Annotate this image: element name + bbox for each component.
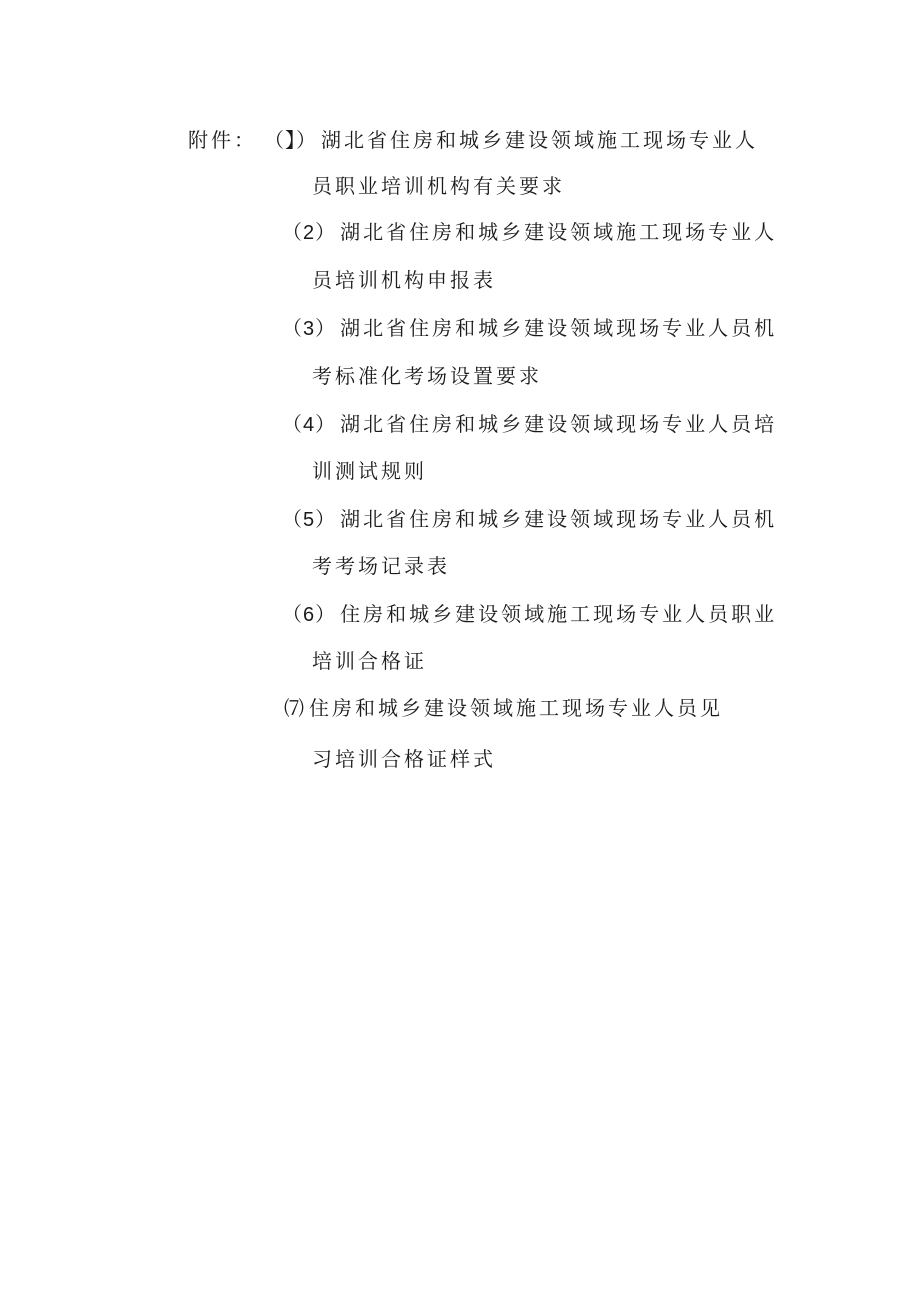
list-item-7-line1 — [284, 692, 723, 725]
list-item-7-text: 住房和城乡建设领域施工现场专业人员见 — [309, 696, 723, 720]
list-item-4-line2: 训测试规则 — [312, 459, 427, 483]
list-item-4-line1 — [282, 408, 777, 441]
list-item-1-text: 湖北省住房和城乡建设领域施工现场专业人 — [321, 128, 758, 152]
list-item-2-line2: 员培训机构申报表 — [312, 268, 496, 292]
list-item-3-line2: 考标准化考场设置要求 — [312, 364, 542, 388]
list-item-6-text: 住房和城乡建设领域施工现场专业人员职业 — [340, 602, 778, 626]
list-item-6-line1 — [282, 598, 777, 631]
list-item-1-number: （】） — [264, 130, 317, 152]
list-item-4-text: 湖北省住房和城乡建设领域现场专业人员培 — [340, 412, 778, 436]
list-item-5-line1 — [282, 503, 777, 536]
list-item-2-line1 — [282, 216, 777, 249]
list-item-3-number: （3） — [282, 318, 337, 340]
list-item-3-line1 — [282, 312, 777, 345]
list-item-2-number: （2） — [282, 222, 337, 244]
list-item-5-text: 湖北省住房和城乡建设领域现场专业人员机 — [340, 507, 778, 531]
list-item-4-number: （4） — [282, 414, 337, 436]
list-item-5-number: （5） — [282, 509, 337, 531]
list-item-1-line2: 员职业培训机构有关要求 — [312, 174, 565, 198]
list-item-7-number: ⑺ — [284, 698, 305, 720]
list-item-6-line2: 培训合格证 — [312, 649, 427, 673]
list-item-7-line2: 习培训合格证样式 — [312, 747, 496, 771]
attachment-label: 附件： — [188, 128, 257, 152]
list-item-2-text: 湖北省住房和城乡建设领域施工现场专业人 — [340, 220, 778, 244]
list-item-1-line1 — [264, 124, 758, 157]
list-item-3-text: 湖北省住房和城乡建设领域现场专业人员机 — [340, 316, 778, 340]
list-item-6-number: （6） — [282, 604, 337, 626]
list-item-5-line2: 考考场记录表 — [312, 554, 450, 578]
